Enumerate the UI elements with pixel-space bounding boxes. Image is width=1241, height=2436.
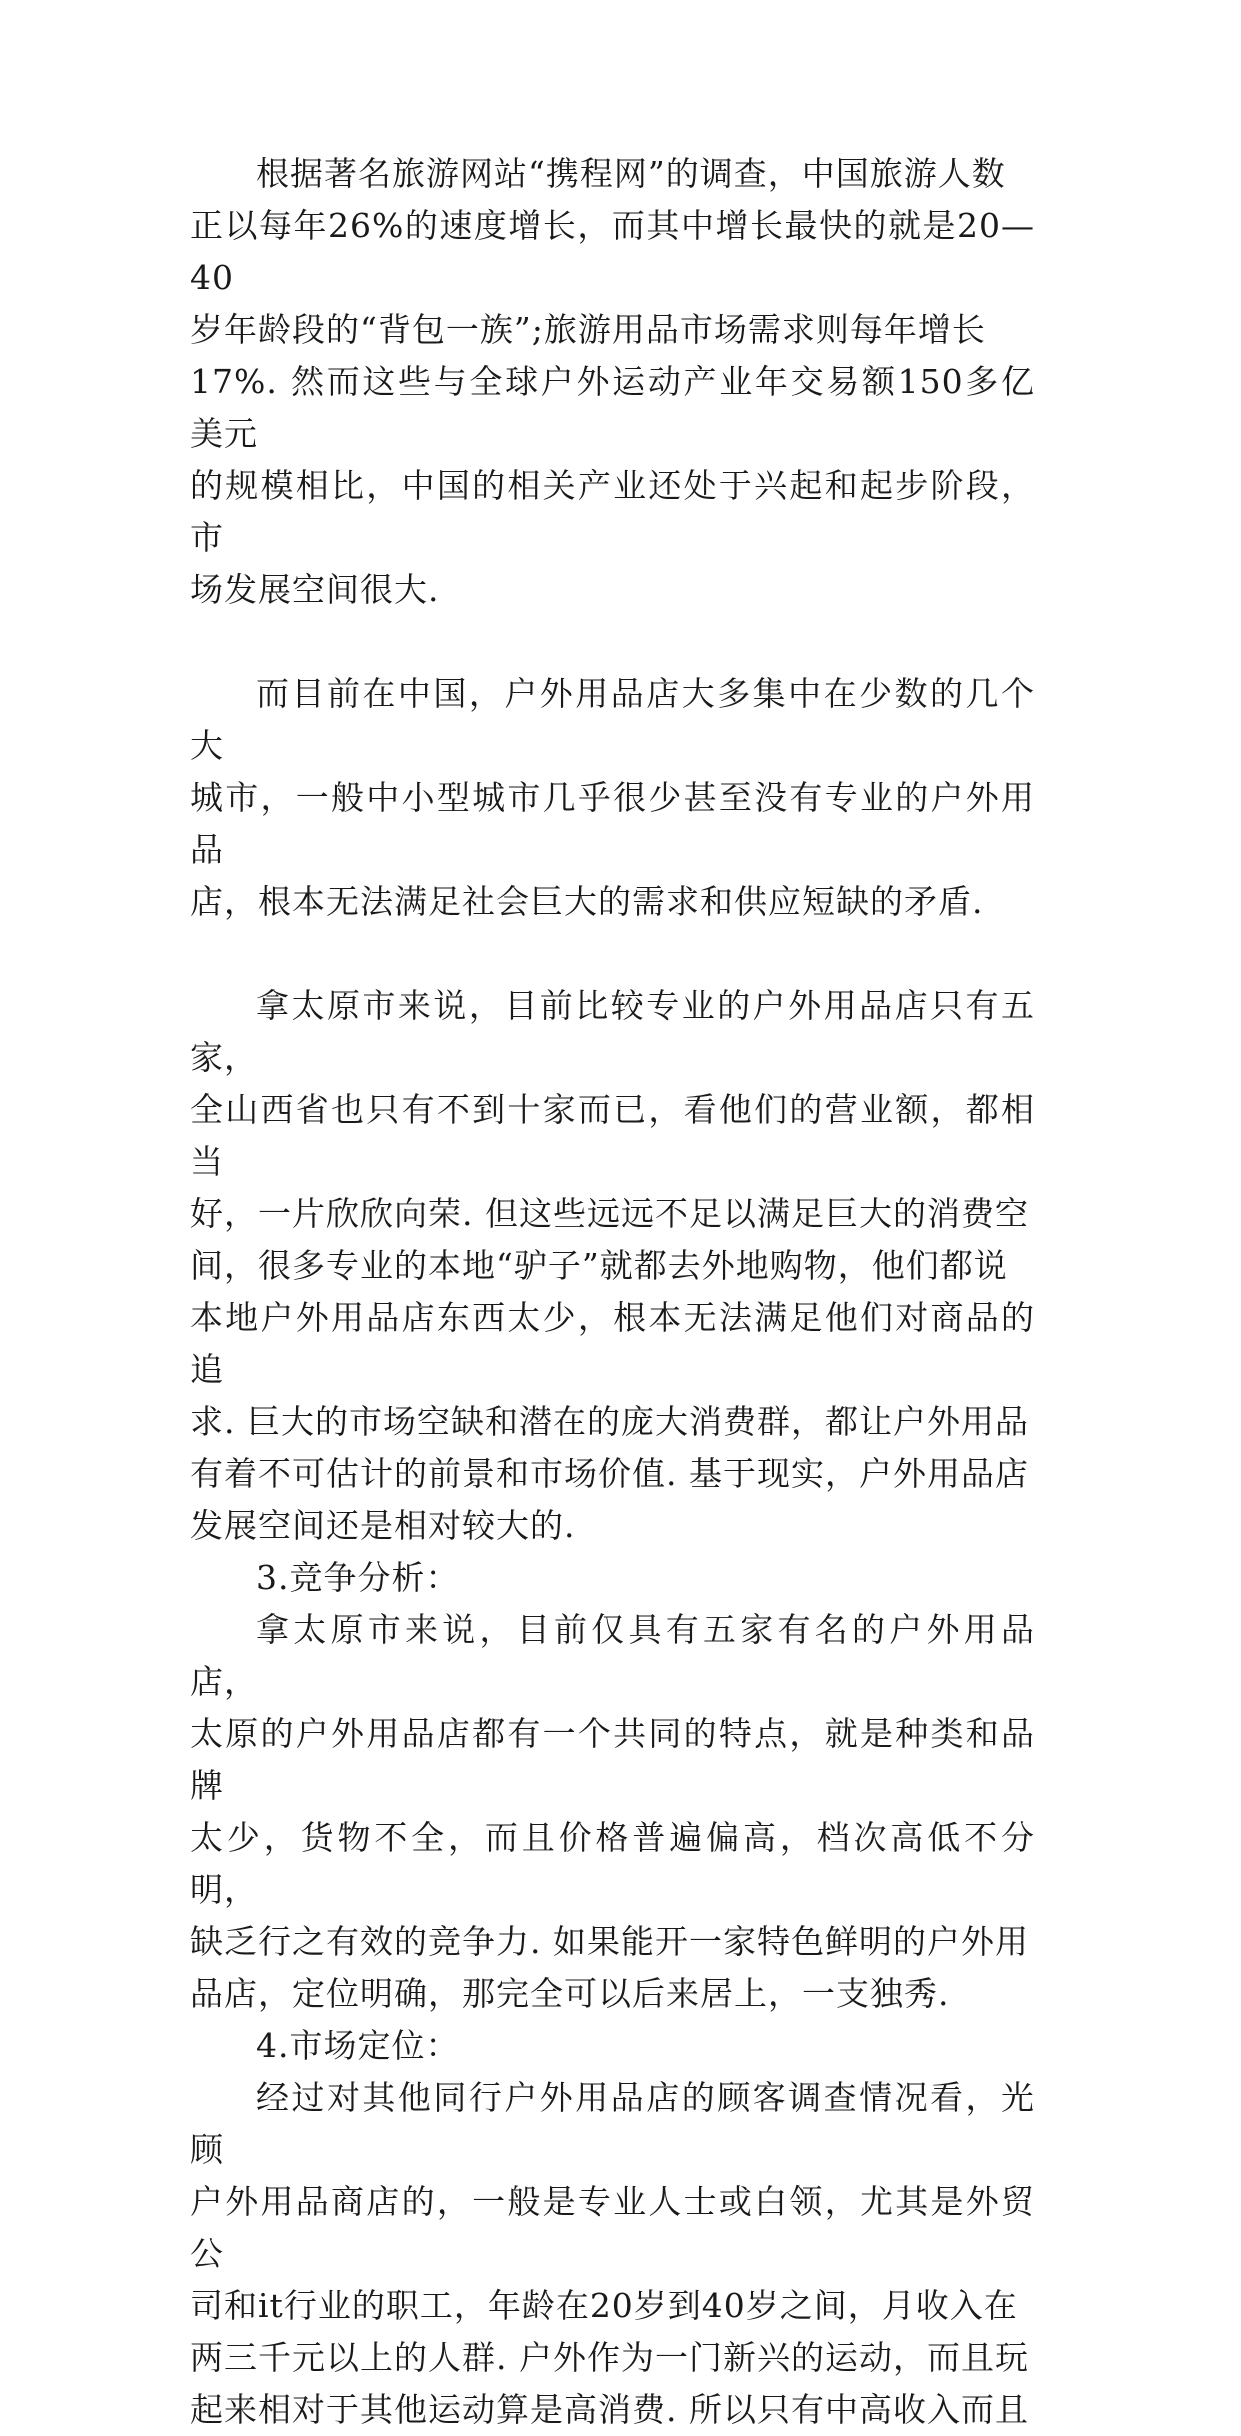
paragraph-taiyuan-market: 拿太原市来说，目前比较专业的户外用品店只有五家， 全山西省也只有不到十家而已，看他们的营业额，都相当 好，一片欣欣向荣. 但这些远远不足以满足巨大的消费空 间，很多专业的本地“驴子”就都去外地购物，他们都说 本地户外用品店东西太少，根本无法满足他们对商品的追 求. 巨大的市场空缺和潜在的庞大消费群，都让户外用品 有着不可估计的前景和市场价值. 基于现实，户外用品店 发展空间还是相对较大的.	[190, 986, 1035, 1545]
section-heading-competition: 3.竞争分析：	[256, 1558, 460, 1597]
paragraph-tourism-growth: 根据著名旅游网站“携程网”的调查，中国旅游人数 正以每年26%的速度增长，而其中增长最快的就是20—40 岁年龄段的“背包一族”;旅游用品市场需求则每年增长 17%. 然而这些与全球户外运动产业年交易额150多亿美元 的规模相比，中国的相关产业还处于兴起和起步阶段，市 场发展空间很大.	[190, 154, 1035, 609]
document-body	[190, 148, 1035, 2436]
paragraph-competition: 拿太原市来说，目前仅具有五家有名的户外用品店， 太原的户外用品店都有一个共同的特点，就是种类和品牌 太少，货物不全，而且价格普遍偏高，档次高低不分明， 缺乏行之有效的竞争力. 如果能开一家特色鲜明的户外用 品店，定位明确，那完全可以后来居上，一支独秀.	[190, 1610, 1035, 2013]
paragraph-store-distribution: 而目前在中国，户外用品店大多集中在少数的几个大 城市，一般中小型城市几乎很少甚至没有专业的户外用品 店，根本无法满足社会巨大的需求和供应短缺的矛盾.	[190, 674, 1035, 921]
section-heading-positioning: 4.市场定位：	[256, 2026, 460, 2065]
paragraph-positioning: 经过对其他同行户外用品店的顾客调查情况看，光顾 户外用品商店的，一般是专业人士或白领，尤其是外贸公 司和it行业的职工，年龄在20岁到40岁之间，月收入在 两三千元以上的人群. 户外作为一门新兴的运动，而且玩 起来相对于其他运动算是高消费. 所以只有中高收入而且	[190, 2078, 1035, 2429]
